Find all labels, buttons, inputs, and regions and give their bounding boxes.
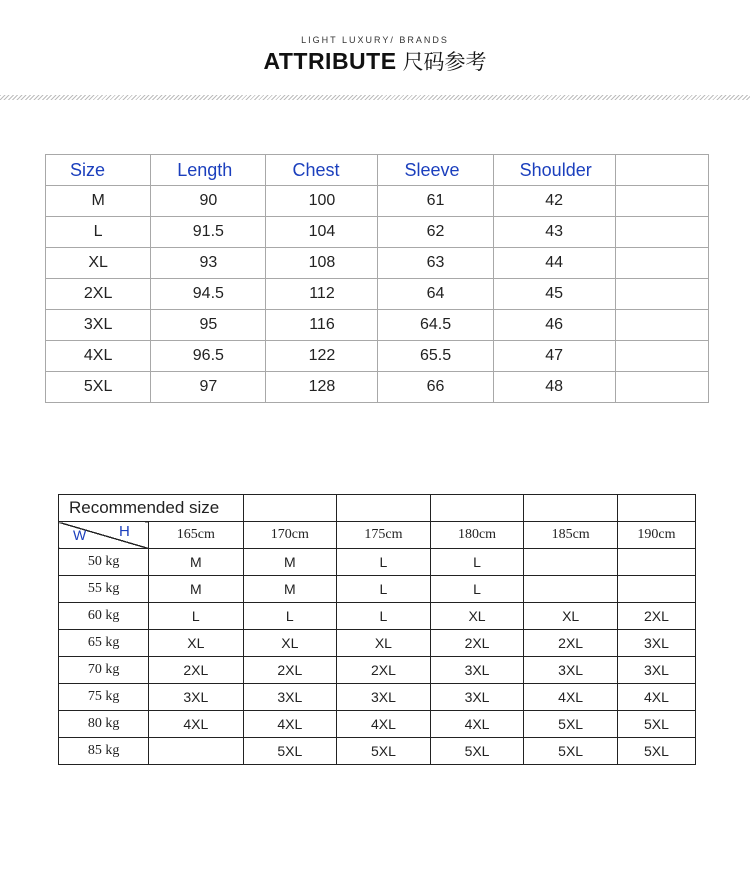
size-cell [615,310,708,341]
size-header-cell: Sleeve [378,155,493,186]
size-row [46,217,709,248]
size-cell: 43 [493,217,615,248]
recommended-size-cell: 4XL [430,711,524,738]
recommended-size-cell: M [243,549,337,576]
size-row [46,341,709,372]
recommended-size-cell [149,738,243,765]
recommended-size-cell: 3XL [430,657,524,684]
size-cell: 96.5 [151,341,266,372]
rec-title: Recommended size [59,495,244,522]
recommended-size-cell: L [149,603,243,630]
rec-empty-cell [337,495,431,522]
weight-row [59,684,696,711]
recommended-size-cell: 5XL [617,738,695,765]
recommended-size-cell: 2XL [617,603,695,630]
size-cell: 48 [493,372,615,403]
recommended-size-cell: 3XL [243,684,337,711]
recommended-size-table [58,494,696,765]
weight-cell: 60 kg [59,603,149,630]
height-header-row [59,522,696,549]
weight-height-diagonal-cell [59,522,149,549]
recommended-size-cell: XL [524,603,618,630]
recommended-size-cell [524,576,618,603]
recommended-size-cell [617,549,695,576]
weight-cell: 75 kg [59,684,149,711]
size-cell: 66 [378,372,493,403]
recommended-size-cell: L [430,576,524,603]
size-cell: 94.5 [151,279,266,310]
size-cell: 45 [493,279,615,310]
size-row [46,372,709,403]
weight-cell: 65 kg [59,630,149,657]
weight-row [59,603,696,630]
size-header-cell: Size [46,155,151,186]
recommended-size-cell: 3XL [524,657,618,684]
page-title [0,46,750,76]
recommended-size-cell: M [149,549,243,576]
size-cell: 64 [378,279,493,310]
recommended-size-cell: 5XL [617,711,695,738]
height-axis-label: H [119,523,130,540]
title-chinese: 尺码参考 [402,51,487,74]
recommended-size-cell: XL [430,603,524,630]
page-header [0,0,750,100]
size-row [46,310,709,341]
recommended-size-cell: M [149,576,243,603]
height-header-cell: 175cm [337,522,431,549]
recommended-size-cell: 5XL [524,711,618,738]
weight-cell: 70 kg [59,657,149,684]
size-cell [615,372,708,403]
rec-empty-cell [243,495,337,522]
height-header-cell: 180cm [430,522,524,549]
size-chart-table [45,154,709,403]
recommended-size-cell: L [243,603,337,630]
height-header-cell: 185cm [524,522,618,549]
recommended-size-cell: 3XL [337,684,431,711]
size-cell: 112 [266,279,378,310]
recommended-size-cell: XL [243,630,337,657]
recommended-size-cell: L [337,549,431,576]
height-header-cell: 165cm [149,522,243,549]
weight-cell: 55 kg [59,576,149,603]
recommended-size-cell: 2XL [337,657,431,684]
size-cell: 47 [493,341,615,372]
recommended-size-cell: 4XL [617,684,695,711]
size-header-cell: Chest [266,155,378,186]
size-cell: 93 [151,248,266,279]
recommended-size-cell: 2XL [243,657,337,684]
size-cell: 63 [378,248,493,279]
recommended-size-cell: 4XL [243,711,337,738]
size-cell: 90 [151,186,266,217]
recommended-size-cell: L [337,576,431,603]
size-cell: 104 [266,217,378,248]
weight-row [59,657,696,684]
recommended-size-cell: 3XL [430,684,524,711]
rec-empty-cell [524,495,618,522]
size-cell: 95 [151,310,266,341]
size-cell: 61 [378,186,493,217]
recommended-size-cell: 3XL [617,630,695,657]
recommended-size-cell: 5XL [430,738,524,765]
size-cell [615,186,708,217]
size-cell [615,217,708,248]
recommended-size-cell: 3XL [617,657,695,684]
weight-row [59,630,696,657]
height-header-cell: 190cm [617,522,695,549]
size-cell: L [46,217,151,248]
weight-cell: 50 kg [59,549,149,576]
size-cell: 100 [266,186,378,217]
size-cell: 42 [493,186,615,217]
size-cell: 3XL [46,310,151,341]
size-cell: 122 [266,341,378,372]
recommended-size-cell: 5XL [337,738,431,765]
size-row [46,248,709,279]
weight-row [59,738,696,765]
weight-row [59,549,696,576]
recommended-size-cell [617,576,695,603]
rec-title-row [59,495,696,522]
title-english: ATTRIBUTE [263,48,397,74]
recommended-size-cell: 4XL [149,711,243,738]
size-cell: 116 [266,310,378,341]
size-cell: 64.5 [378,310,493,341]
size-cell: 4XL [46,341,151,372]
rec-empty-cell [617,495,695,522]
rec-empty-cell [430,495,524,522]
size-cell [615,341,708,372]
recommended-size-cell: 2XL [149,657,243,684]
recommended-size-cell: 5XL [243,738,337,765]
size-cell: 44 [493,248,615,279]
recommended-size-cell [524,549,618,576]
recommended-size-cell: 2XL [430,630,524,657]
size-header-row [46,155,709,186]
size-cell: 65.5 [378,341,493,372]
recommended-size-cell: L [337,603,431,630]
size-cell: XL [46,248,151,279]
size-cell: 62 [378,217,493,248]
size-cell: 91.5 [151,217,266,248]
size-row [46,279,709,310]
size-cell [615,248,708,279]
size-cell: 108 [266,248,378,279]
header-divider [0,95,750,100]
brand-subtitle: LIGHT LUXURY/ BRANDS [301,35,449,45]
size-cell [615,279,708,310]
size-header-cell: Length [151,155,266,186]
weight-cell: 85 kg [59,738,149,765]
size-row [46,186,709,217]
size-cell: 128 [266,372,378,403]
weight-row [59,576,696,603]
size-cell: 5XL [46,372,151,403]
recommended-size-cell: 4XL [524,684,618,711]
recommended-size-cell: M [243,576,337,603]
recommended-size-cell: 3XL [149,684,243,711]
weight-row [59,711,696,738]
weight-axis-label: W [73,527,87,543]
recommended-size-cell: XL [337,630,431,657]
size-cell: 46 [493,310,615,341]
recommended-size-cell: 4XL [337,711,431,738]
weight-cell: 80 kg [59,711,149,738]
size-cell: M [46,186,151,217]
recommended-size-cell: L [430,549,524,576]
size-header-cell: Shoulder [493,155,615,186]
size-header-cell [615,155,708,186]
height-header-cell: 170cm [243,522,337,549]
recommended-size-cell: 2XL [524,630,618,657]
size-cell: 2XL [46,279,151,310]
recommended-size-cell: XL [149,630,243,657]
recommended-size-cell: 5XL [524,738,618,765]
size-cell: 97 [151,372,266,403]
